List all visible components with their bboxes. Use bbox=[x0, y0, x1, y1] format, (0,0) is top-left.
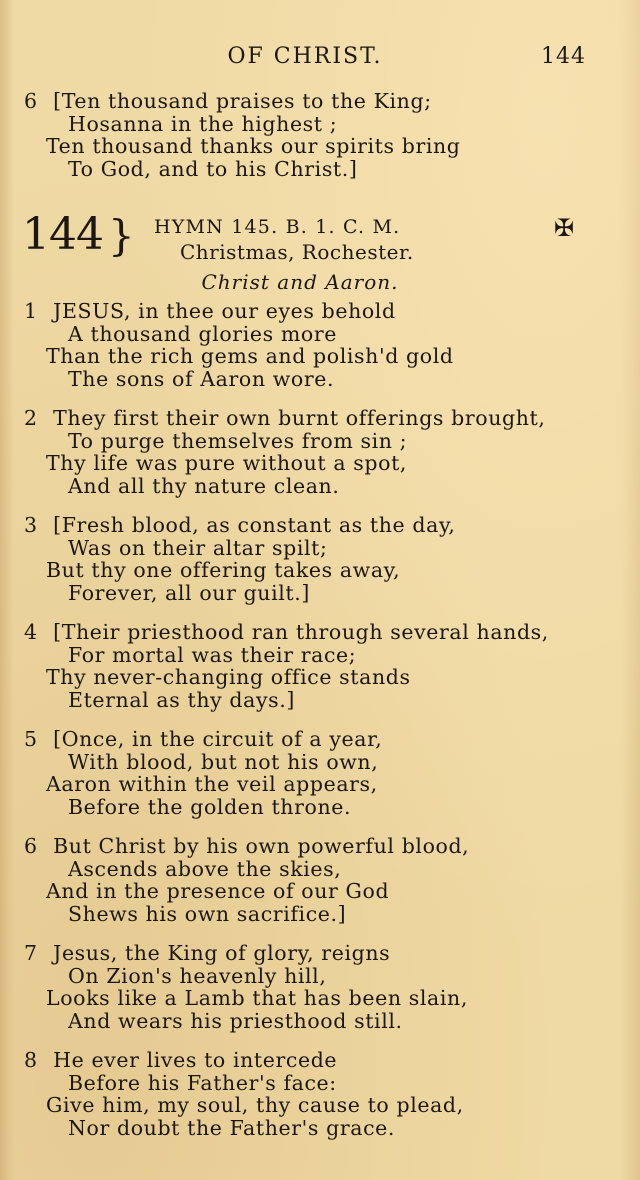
stanza-4 bbox=[24, 621, 549, 711]
stanza-line: And in the presence of our God bbox=[46, 879, 390, 903]
hymn-title: HYMN 145. B. 1. C. M. bbox=[154, 216, 401, 238]
stanza-line: To purge themselves from sin ; bbox=[68, 428, 408, 453]
stanza-line: Before his Father's face: bbox=[68, 1070, 337, 1095]
stanza-line: Aaron within the veil appears, bbox=[46, 772, 378, 796]
stanza-line: Looks like a Lamb that has been slain, bbox=[46, 986, 468, 1010]
stanza-line: Was on their altar spilt; bbox=[68, 535, 328, 560]
stanza-number: 3 bbox=[24, 513, 38, 537]
hymn-tunes: Christmas, Rochester. bbox=[180, 240, 414, 264]
stanza-line: [Ten thousand praises to the King; bbox=[53, 89, 432, 113]
stanza-line: With blood, but not his own, bbox=[68, 749, 379, 774]
stanza-8 bbox=[24, 1049, 464, 1139]
stanza-line: JESUS, in thee our eyes behold bbox=[53, 299, 396, 323]
stanza-number: 6 bbox=[24, 834, 38, 858]
stanza-5 bbox=[24, 728, 382, 818]
stanza-line: Eternal as thy days.] bbox=[68, 687, 295, 712]
previous-hymn-stanza bbox=[24, 90, 461, 180]
stanza-line: On Zion's heavenly hill, bbox=[68, 963, 327, 988]
stanza-line: Hosanna in the highest ; bbox=[68, 111, 338, 136]
stanza-line: Give him, my soul, thy cause to plead, bbox=[46, 1093, 464, 1117]
stanza-line: But Christ by his own powerful blood, bbox=[53, 834, 470, 858]
hymn-subject: Christ and Aaron. bbox=[201, 270, 399, 294]
hymn-number: 144 bbox=[22, 209, 103, 260]
stanza-line: Before the golden throne. bbox=[68, 794, 352, 819]
stanza-line: Ten thousand thanks our spirits bring bbox=[46, 134, 461, 158]
stanza-number: 2 bbox=[24, 406, 38, 430]
stanza-2 bbox=[24, 407, 546, 497]
stanza-line: The sons of Aaron wore. bbox=[68, 366, 335, 391]
stanza-line: [Fresh blood, as constant as the day, bbox=[53, 513, 456, 537]
stanza-number: 7 bbox=[24, 941, 38, 965]
stanza-line: [Once, in the circuit of a year, bbox=[53, 727, 383, 751]
stanza-3 bbox=[24, 514, 456, 604]
stanza-line: But thy one offering takes away, bbox=[46, 558, 401, 582]
stanza-line: Thy never-changing office stands bbox=[46, 665, 411, 689]
stanza-line: Shews his own sacrifice.] bbox=[68, 901, 347, 926]
stanza-line: To God, and to his Christ.] bbox=[68, 156, 358, 181]
stanza-6 bbox=[24, 835, 469, 925]
page-number: 144 bbox=[541, 44, 586, 69]
stanza-line: Forever, all our guilt.] bbox=[68, 580, 310, 605]
stanza-line: For mortal was their race; bbox=[68, 642, 357, 667]
stanza-line: Jesus, the King of glory, reigns bbox=[53, 941, 391, 965]
stanza-number: 8 bbox=[24, 1048, 38, 1072]
stanza-line: A thousand glories more bbox=[68, 321, 337, 346]
running-title: OF CHRIST. bbox=[227, 44, 383, 69]
stanza-line: They first their own burnt offerings brought, bbox=[53, 406, 546, 430]
stanza-line: And wears his priesthood still. bbox=[68, 1008, 403, 1033]
ornament-icon: ✠ bbox=[554, 214, 575, 242]
stanza-line: And all thy nature clean. bbox=[68, 473, 340, 498]
stanza-number: 5 bbox=[24, 727, 38, 751]
stanza-number: 6 bbox=[24, 89, 38, 113]
stanza-line: He ever lives to intercede bbox=[53, 1048, 338, 1072]
stanza-line: Than the rich gems and polish'd gold bbox=[46, 344, 454, 368]
stanza-line: [Their priesthood ran through several hands, bbox=[53, 620, 549, 644]
stanza-line: Ascends above the skies, bbox=[68, 856, 342, 881]
brace-glyph: } bbox=[108, 211, 135, 260]
stanza-number: 1 bbox=[24, 299, 38, 323]
stanza-number: 4 bbox=[24, 620, 38, 644]
stanza-line: Nor doubt the Father's grace. bbox=[68, 1115, 396, 1140]
stanza-7 bbox=[24, 942, 468, 1032]
stanza-1 bbox=[24, 300, 454, 390]
stanza-line: Thy life was pure without a spot, bbox=[46, 451, 408, 475]
